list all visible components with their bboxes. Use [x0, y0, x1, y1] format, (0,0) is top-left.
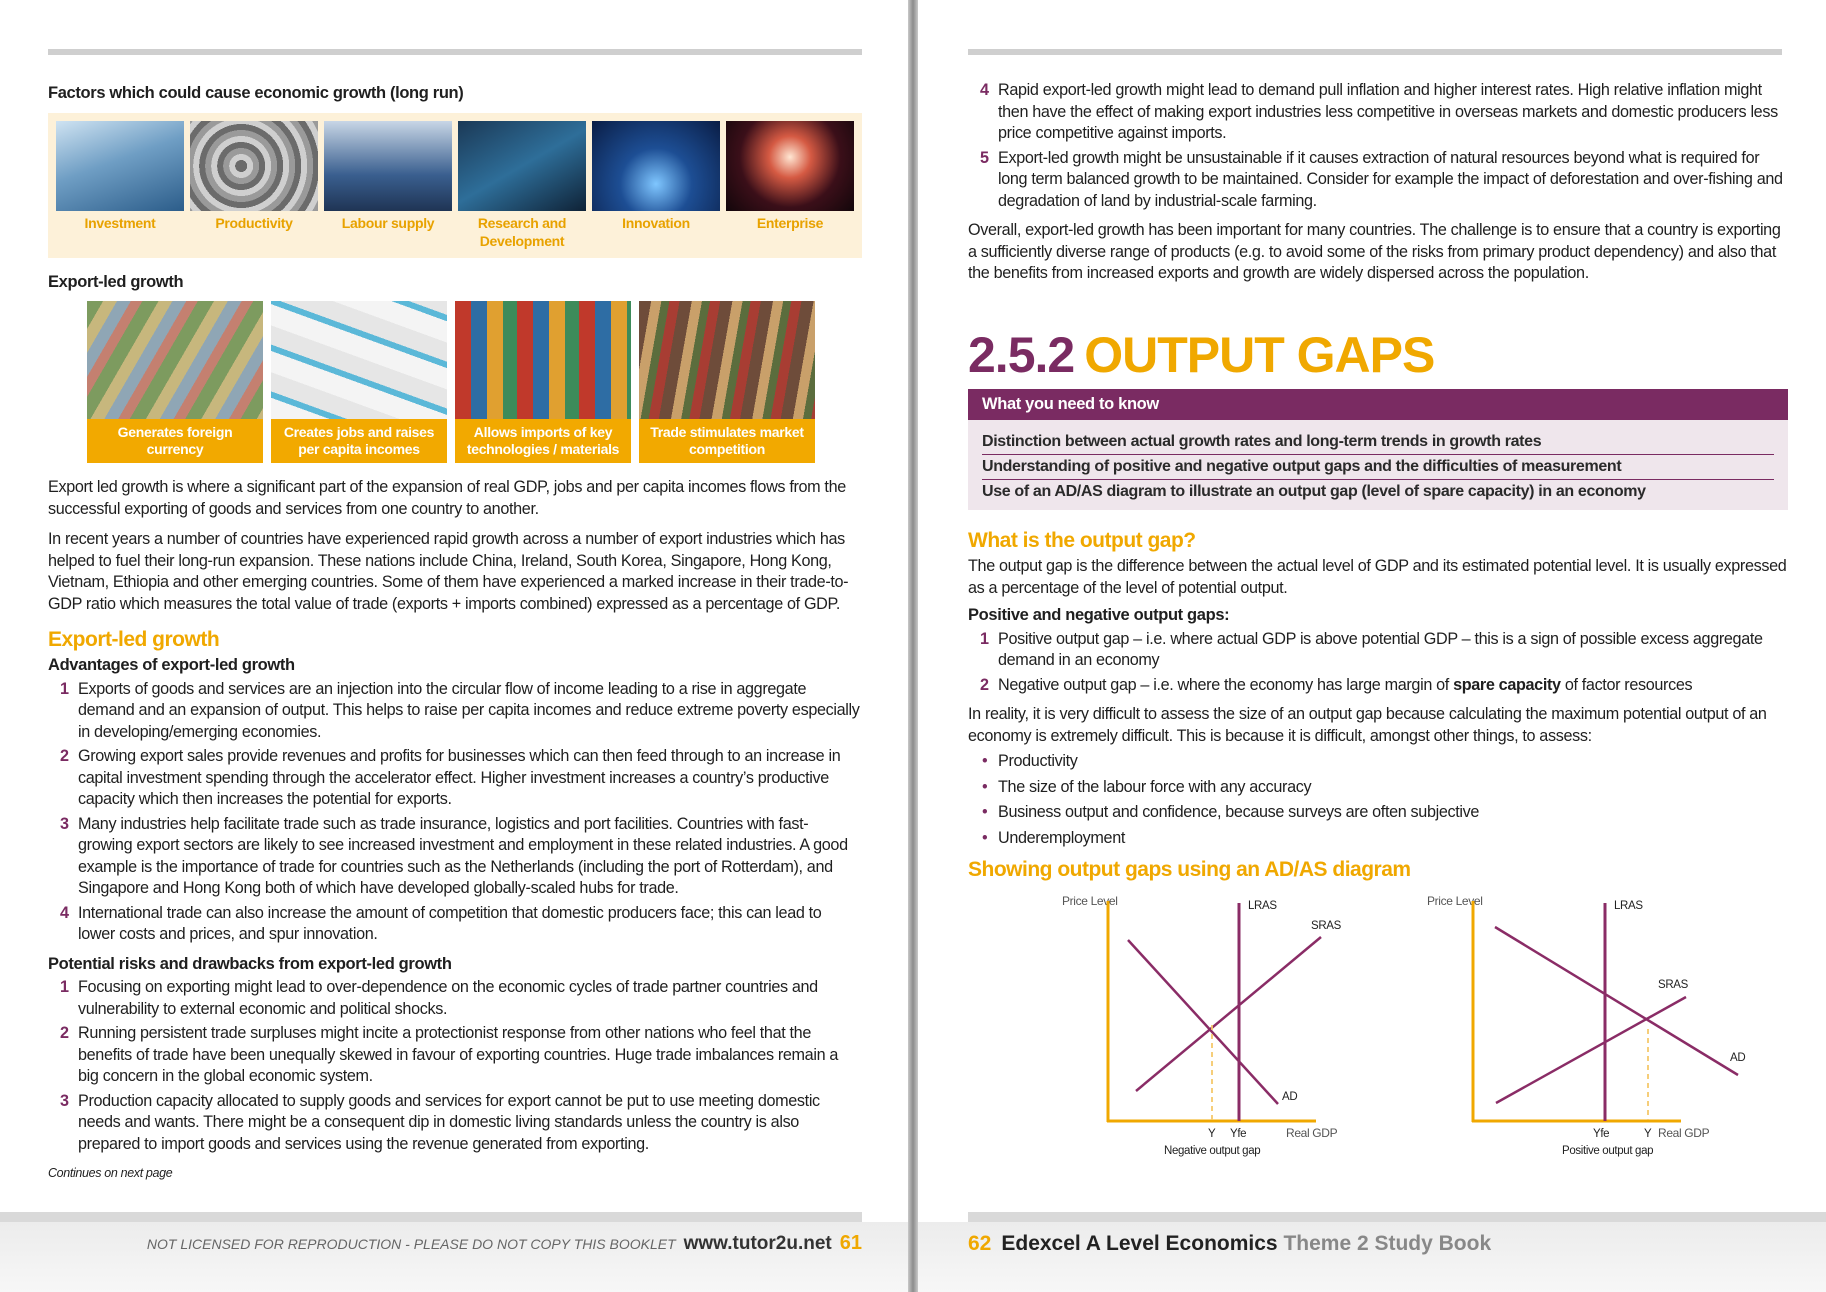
risks-list	[48, 977, 862, 1155]
right-footer	[968, 1232, 1491, 1256]
labour-supply-image	[324, 121, 452, 211]
sras-label: SRAS	[1658, 979, 1688, 991]
list-item: 2 Negative output gap – i.e. where the economy has large margin of spare capacity of factor resources	[980, 675, 1693, 694]
bottom-rule	[0, 1212, 862, 1222]
book-title: Edexcel A Level Economics	[1001, 1232, 1278, 1255]
list-item: • Productivity	[968, 751, 1788, 773]
list-item: 4 Rapid export-led growth might lead to demand pull inflation and higher interest rates. High relative inflation might then have the effect of making export industries less competitive in overseas markets and domestic producers less price competitive against imports.	[980, 81, 1778, 142]
section-title	[968, 327, 1788, 383]
left-column	[48, 80, 862, 1185]
ad-curve	[1495, 927, 1738, 1075]
ad-label: AD	[1282, 1091, 1298, 1103]
export-tile-label: Creates jobs and raises per capita incomes	[271, 419, 447, 463]
export-tile-label: Trade stimulates market competition	[639, 419, 815, 463]
what-you-need-to-know-list	[968, 420, 1788, 510]
advantages-heading: Advantages of export-led growth	[48, 656, 295, 674]
export-tile-label: Allows imports of key technologies / materials	[455, 419, 631, 463]
top-rule	[968, 49, 1782, 55]
right-column	[968, 80, 1788, 1179]
containers-image	[455, 301, 631, 419]
list-item: Use of an AD/AS diagram to illustrate an output gap (level of spare capacity) in an economy	[982, 483, 1646, 500]
page-61	[0, 0, 908, 1292]
footer-url[interactable]: www.tutor2u.net	[683, 1233, 832, 1254]
factor-label: Research and Development	[477, 214, 567, 249]
list-item: 1 Focusing on exporting might lead to over-dependence on the economic cycles of trade partner countries and vulnerability to external economic and political shocks.	[60, 978, 818, 1018]
productivity-image	[190, 121, 318, 211]
lras-label: LRAS	[1248, 900, 1277, 912]
list-item: Understanding of positive and negative output gaps and the difficulties of measurement	[982, 455, 1774, 480]
factor-label: Productivity	[215, 214, 293, 231]
factors-heading: Factors which could cause economic growth (long run)	[48, 84, 464, 102]
section-name: OUTPUT GAPS	[1084, 326, 1435, 383]
innovation-image	[592, 121, 720, 211]
factors-panel	[48, 113, 862, 258]
factor-research	[458, 121, 586, 250]
what-you-need-to-know-heading: What you need to know	[968, 389, 1788, 421]
bullet-list	[968, 751, 1788, 849]
y-axis-label: Price Level	[1427, 894, 1483, 908]
output-gap-list	[968, 629, 1788, 697]
list-item: • Business output and confidence, because surveys are often subjective	[968, 802, 1788, 824]
pos-neg-heading: Positive and negative output gaps:	[968, 606, 1230, 624]
factor-label: Investment	[84, 214, 156, 231]
list-item: 3 Production capacity allocated to supply goods and services for export cannot be put to use meeting domestic needs and wants. There might be a consequent dip in domestic living standards unless the country is also prepared to import goods and services using the revenue generated from exporting.	[60, 1091, 820, 1153]
factor-productivity	[190, 121, 318, 250]
section-heading: Showing output gaps using an AD/AS diagram	[968, 858, 1411, 881]
left-footer	[147, 1232, 862, 1255]
lightbulb-image	[726, 121, 854, 211]
page-62	[918, 0, 1826, 1292]
export-tile-imports	[455, 301, 631, 463]
list-item: 1 Exports of goods and services are an injection into the circular flow of income leading to a rise in aggregate demand and an expansion of output. This helps to raise per capita incomes and reduce extreme poverty especially in developing/emerging economies.	[60, 679, 860, 741]
positive-gap-diagram	[1427, 894, 1745, 1157]
section-heading: What is the output gap?	[968, 529, 1196, 552]
risks-list-continued	[968, 80, 1788, 212]
diagram-caption: Positive output gap	[1562, 1145, 1654, 1157]
factor-innovation	[592, 121, 720, 250]
page-number: 62	[968, 1232, 992, 1255]
risks-heading: Potential risks and drawbacks from export-led growth	[48, 954, 452, 973]
export-tile-jobs	[271, 301, 447, 463]
y-tick: Y	[1208, 1128, 1216, 1140]
bottom-rule	[968, 1212, 1826, 1222]
list-item: 2 Growing export sales provide revenues and profits for businesses which can then feed through to an increase in capital investment spending through the accelerator effect. Higher investment increases a country’s productive capacity which then increases the potential for exports.	[60, 747, 841, 808]
ad-as-diagram-svg	[968, 889, 1788, 1179]
export-tile-label: Generates foreign currency	[87, 419, 263, 463]
sras-curve	[1496, 997, 1686, 1103]
export-heading: Export-led growth	[48, 272, 184, 291]
factor-investment	[56, 121, 184, 250]
investment-image	[56, 121, 184, 211]
book-theme: Theme 2 Study Book	[1283, 1232, 1492, 1255]
list-item: 5 Export-led growth might be unsustainable if it causes extraction of natural resources beyond what is required for long term balanced growth to be maintained. Consider for example the impact of deforestation and over-fishing and degradation of land by industrial-scale farming.	[980, 148, 1783, 210]
ad-label: AD	[1730, 1052, 1746, 1064]
export-tile-currency	[87, 301, 263, 463]
diagram-caption: Negative output gap	[1164, 1145, 1261, 1157]
page-number: 61	[839, 1232, 862, 1254]
list-item: Distinction between actual growth rates and long-term trends in growth rates	[982, 430, 1774, 455]
section-heading: Export-led growth	[48, 628, 220, 651]
advantages-list	[48, 679, 862, 946]
research-image	[458, 121, 586, 211]
factor-label: Enterprise	[756, 214, 824, 231]
currency-image	[87, 301, 263, 419]
market-image	[639, 301, 815, 419]
license-notice: NOT LICENSED FOR REPRODUCTION - PLEASE DO NOT COPY THIS BOOKLET	[146, 1236, 676, 1252]
list-item: 1 Positive output gap – i.e. where actual GDP is above potential GDP – this is a sign of possible excess aggregate demand in an economy	[980, 629, 1763, 669]
list-item: • The size of the labour force with any accuracy	[968, 777, 1788, 799]
book-gutter	[908, 0, 918, 1292]
x-axis-label: Real GDP	[1658, 1126, 1710, 1140]
factor-label: Innovation	[622, 214, 690, 231]
x-axis-label: Real GDP	[1286, 1126, 1338, 1140]
lras-label: LRAS	[1614, 900, 1643, 912]
ad-as-diagrams	[968, 889, 1788, 1179]
export-tile-competition	[639, 301, 815, 463]
export-tiles	[87, 301, 862, 463]
paragraph: In recent years a number of countries have experienced rapid growth across a number of export industries which has helped to fuel their long-run expansion. These nations include China, Ireland, South Korea, Singapore, Hong Kong, Vietnam, Ethiopia and other emerging countries. Some of them have experienced a marked increase in their trade-to-GDP ratio which measures the total value of trade (exports + imports combined) expressed as a percentage of GDP.	[48, 530, 849, 613]
list-item: • Underemployment	[968, 828, 1788, 850]
paragraph: Export led growth is where a significant part of the expansion of real GDP, jobs and per capita incomes flows from the successful exporting of goods and services from one country to another.	[48, 478, 846, 518]
yfe-tick: Yfe	[1593, 1128, 1610, 1140]
factor-enterprise	[726, 121, 854, 250]
negative-gap-diagram	[1062, 894, 1342, 1157]
list-item: 3 Many industries help facilitate trade such as trade insurance, logistics and port facilities. Countries with fast-growing export sectors are likely to see increased investment and employment in these related industries. A good example is the importance of trade for countries such as the Netherlands (including the port of Rotterdam), and Singapore and Hong Kong both of which have developed globally-scaled hubs for trade.	[60, 814, 848, 897]
y-axis-label: Price Level	[1062, 894, 1118, 908]
list-item: 2 Running persistent trade surpluses might incite a protectionist response from other nations who feel that the benefits of trade have been unequally skewed in favour of exporting countries. Huge trade imbalances remain a big concern in the global economic system.	[60, 1024, 839, 1085]
factor-labour-supply	[324, 121, 452, 250]
continues-note: Continues on next page	[48, 1166, 173, 1180]
paragraph: Overall, export-led growth has been important for many countries. The challenge is to ensure that a country is exporting a sufficiently diverse range of products (e.g. to avoid some of the risks from primary product dependency) and also that the benefits from increased exports and growth are widely dispersed across the population.	[968, 221, 1781, 282]
yfe-tick: Yfe	[1230, 1128, 1247, 1140]
section-number: 2.5.2	[968, 326, 1075, 383]
sras-label: SRAS	[1311, 920, 1341, 932]
list-item: 4 International trade can also increase the amount of competition that domestic producers face; this can lead to lower costs and prices, and spur innovation.	[60, 903, 822, 943]
factor-label: Labour supply	[341, 214, 435, 231]
sras-curve	[1136, 937, 1321, 1091]
top-rule	[48, 49, 862, 55]
y-tick: Y	[1644, 1128, 1652, 1140]
paragraph: The output gap is the difference between the actual level of GDP and its estimated potential level. It is usually expressed as a percentage of the level of potential output.	[968, 557, 1787, 597]
paragraph: In reality, it is very difficult to assess the size of an output gap because calculating the maximum potential output of an economy is extremely difficult. This is because it is difficult, amongst other things, to assess:	[968, 705, 1767, 745]
jobs-image	[271, 301, 447, 419]
